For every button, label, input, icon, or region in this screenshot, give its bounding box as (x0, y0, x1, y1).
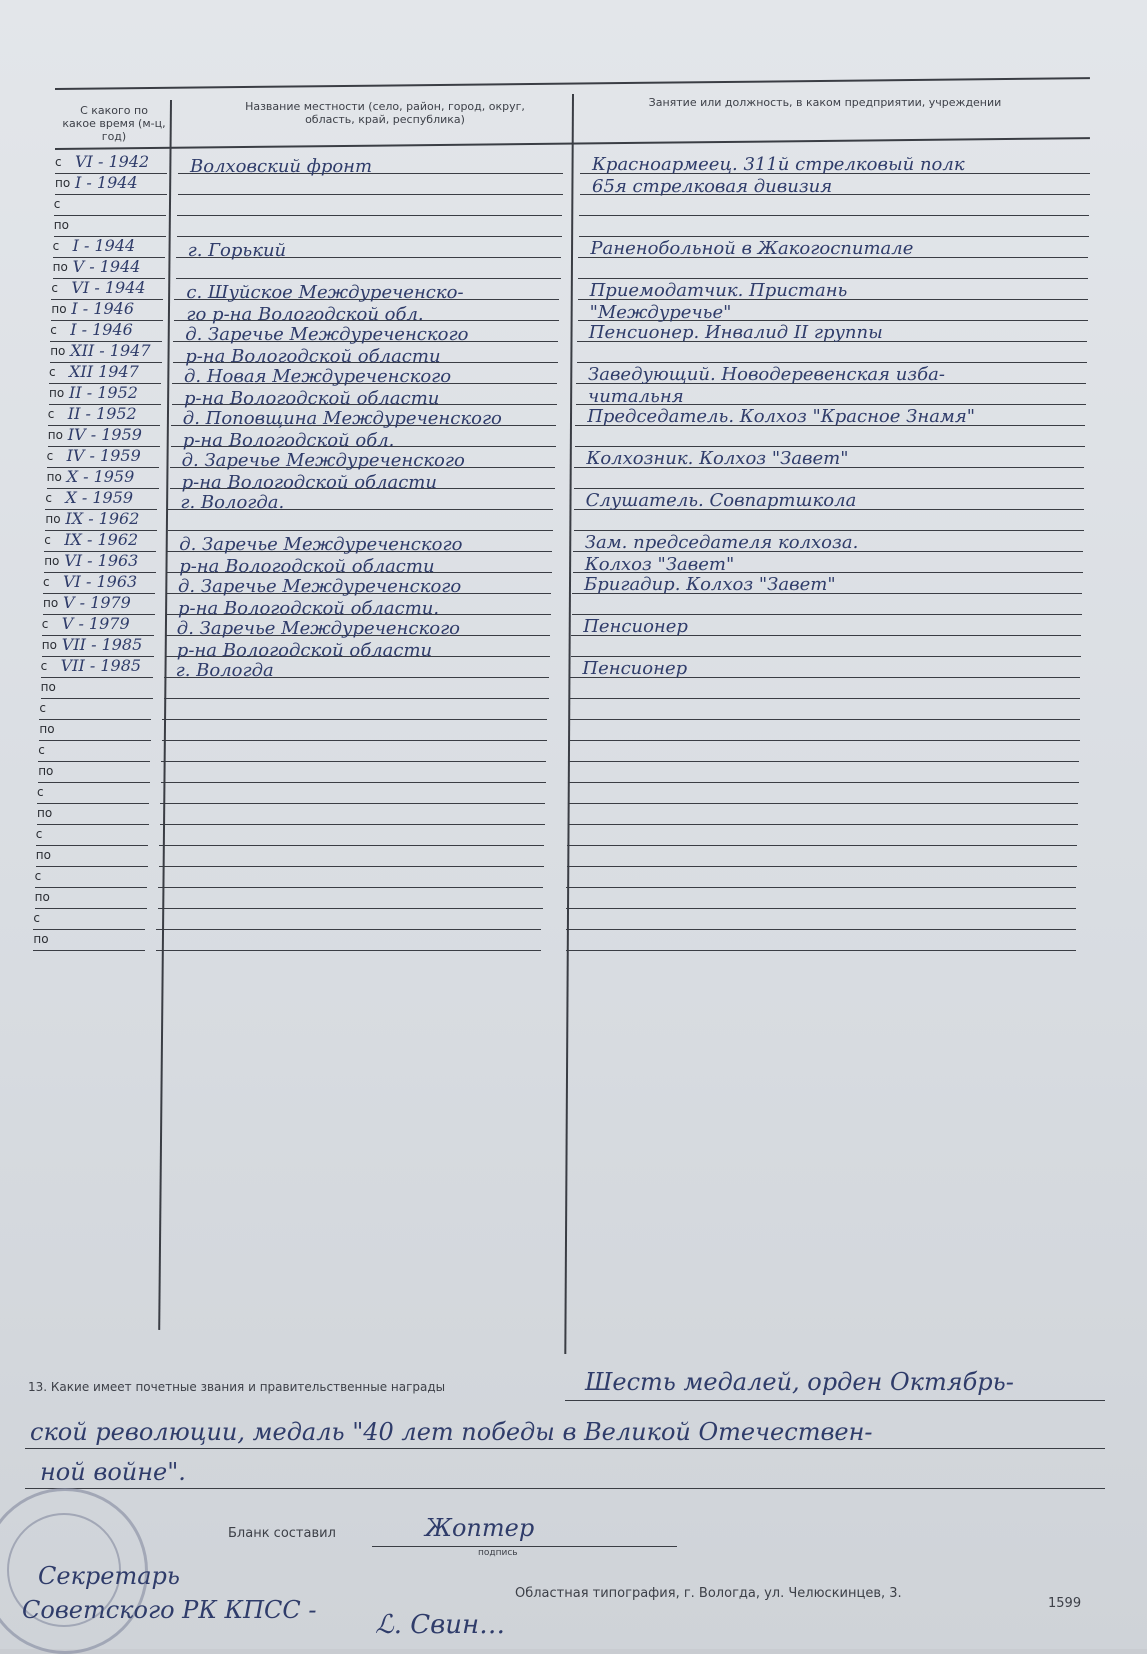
date-from-value: XII 1947 (69, 362, 139, 381)
date-from-prefix: с (41, 617, 49, 631)
occupation-text: Красноармеец. 311й стрелковый полк (592, 154, 965, 175)
date-from-cell (35, 866, 147, 888)
occupation-text: Пенсионер. Инвалид II группы (588, 322, 883, 343)
date-from-cell (54, 194, 166, 216)
place-text: г. Вологда (175, 660, 274, 681)
date-from-prefix: с (53, 197, 61, 211)
place-text: с. Шуйское Междуреченско- (186, 282, 464, 303)
place-rule (159, 845, 544, 846)
signature-caption: подпись (478, 1548, 518, 1558)
place-rule (177, 236, 562, 237)
date-from-prefix: с (43, 575, 50, 589)
date-from-prefix: с (50, 323, 57, 337)
occupation-rule (569, 782, 1079, 783)
date-from-prefix: с (46, 449, 54, 463)
occupation-rule (566, 908, 1076, 909)
place-rule (158, 887, 543, 888)
occupation-rule (570, 719, 1080, 720)
date-from-prefix: с (38, 743, 45, 757)
occupation-text: Раненобольной в Жакогоспитале (590, 238, 914, 259)
awards-text-1: Шесть медалей, орден Октябрь- (585, 1368, 1014, 1396)
date-from-prefix: с (51, 281, 58, 295)
form-compiled-label: Бланк составил (228, 1526, 336, 1541)
occupation-rule (568, 803, 1078, 804)
table-top-border (55, 77, 1090, 90)
occupation-rule (566, 929, 1076, 930)
date-to-cell (39, 719, 151, 741)
header-place: Название местности (село, район, город, округ, область, край, республика) (245, 100, 525, 126)
occupation-rule (566, 887, 1076, 888)
date-from-cell (37, 782, 149, 804)
place-rule (168, 530, 553, 531)
occupation-rule (569, 761, 1079, 762)
date-from-value: IV - 1959 (66, 446, 141, 465)
date-to-value: II - 1952 (69, 383, 138, 402)
date-to-value: I - 1944 (75, 173, 138, 192)
place-text: р-на Вологодской области (185, 346, 441, 367)
place-text: г. Вологда. (180, 492, 285, 513)
date-to-value: IV - 1959 (67, 425, 142, 444)
occupation-rule (570, 698, 1080, 699)
place-text: д. Заречье Междуреченского (176, 618, 461, 639)
date-to-cell (41, 677, 153, 699)
place-text: д. Новая Междуреченского (184, 366, 452, 387)
awards-line-3 (25, 1488, 1105, 1489)
date-from-cell (51, 278, 163, 300)
date-to-prefix: по (38, 764, 54, 778)
date-from-value: VII - 1985 (60, 656, 142, 675)
place-rule (161, 782, 546, 783)
date-from-prefix: с (45, 491, 52, 505)
date-to-value: I - 1946 (71, 299, 135, 318)
place-rule (158, 908, 543, 909)
place-text: р-на Вологодской области. (178, 598, 440, 619)
occupation-text: Пенсионер (583, 616, 688, 637)
date-from-prefix: с (52, 239, 60, 253)
place-text: Волховский фронт (190, 156, 373, 177)
occupation-text: Пенсионер (582, 658, 688, 679)
date-to-prefix: по (55, 176, 71, 190)
date-to-prefix: по (37, 806, 53, 820)
secretary-signature: ℒ. Свин… (375, 1610, 506, 1640)
date-to-prefix: по (52, 260, 68, 274)
occupation-rule (568, 824, 1078, 825)
date-from-cell (33, 908, 145, 930)
place-text: р-на Вологодской области (181, 472, 437, 493)
date-from-value: I - 1946 (70, 320, 133, 339)
date-to-cell (42, 635, 154, 657)
signature-line (372, 1546, 677, 1547)
place-text: г. Горький (187, 240, 287, 261)
date-to-value: X - 1959 (66, 467, 135, 486)
date-from-cell (36, 824, 148, 846)
occupation-text: Зам. председателя колхоза. (584, 532, 859, 553)
occupation-text: Бригадир. Колхоз "Завет" (584, 574, 836, 595)
date-to-prefix: по (43, 596, 59, 610)
date-to-value: VII - 1985 (61, 635, 143, 654)
date-from-cell (48, 404, 160, 426)
place-rule (160, 803, 545, 804)
occupation-rule (566, 950, 1076, 951)
place-text: д. Заречье Междуреченского (179, 534, 463, 555)
date-to-cell (43, 593, 155, 615)
place-text: д. Заречье Междуреченского (178, 576, 462, 597)
place-text: д. Заречье Междуреченского (185, 324, 469, 345)
date-from-value: I - 1944 (72, 236, 136, 255)
place-rule (177, 215, 562, 216)
date-to-value: IX - 1962 (65, 509, 140, 528)
occupation-text: читальня (588, 386, 684, 407)
place-rule (156, 929, 541, 930)
date-to-prefix: по (33, 932, 49, 946)
place-rule (178, 194, 563, 195)
date-from-cell (39, 698, 151, 720)
date-from-value: VI - 1963 (63, 572, 138, 591)
occupation-rule (570, 740, 1080, 741)
place-rule (162, 740, 547, 741)
occupation-text: Приемодатчик. Пристань (589, 280, 848, 301)
date-to-prefix: по (45, 512, 61, 526)
awards-text-2: ской революции, медаль "40 лет победы в Великой Отечествен- (30, 1418, 873, 1446)
date-from-prefix: с (44, 533, 51, 547)
col-divider-2 (564, 94, 574, 1354)
date-to-prefix: по (39, 722, 55, 736)
place-rule (164, 698, 549, 699)
date-to-cell (47, 467, 159, 489)
occupation-text: 65я стрелковая дивизия (592, 176, 833, 197)
date-from-value: X - 1959 (65, 488, 134, 507)
date-from-cell (53, 236, 165, 258)
date-from-cell (49, 362, 161, 384)
date-to-prefix: по (53, 218, 69, 232)
date-from-prefix: с (37, 785, 44, 799)
date-to-cell (49, 383, 161, 405)
date-to-prefix: по (51, 302, 67, 316)
date-to-value: V - 1979 (63, 593, 131, 612)
date-to-cell (33, 929, 145, 951)
date-from-cell (50, 320, 162, 342)
date-to-prefix: по (35, 848, 51, 862)
date-to-prefix: по (34, 890, 50, 904)
date-to-prefix: по (49, 386, 65, 400)
date-to-prefix: по (46, 470, 62, 484)
date-from-cell (55, 152, 167, 174)
date-from-cell (42, 614, 154, 636)
header-period: С какого по какое время (м-ц, год) (62, 104, 166, 143)
date-from-cell (45, 488, 157, 510)
date-to-cell (37, 803, 149, 825)
date-from-value: II - 1952 (67, 404, 137, 423)
date-from-prefix: с (39, 701, 46, 715)
place-text: р-на Вологодской области (179, 556, 435, 577)
secretary-title-1: Секретарь (38, 1562, 180, 1590)
date-from-cell (41, 656, 153, 678)
date-from-cell (44, 530, 156, 552)
occupation-text: Колхоз "Завет" (584, 554, 735, 575)
date-from-cell (47, 446, 159, 468)
date-to-value: V - 1944 (72, 257, 141, 276)
occupation-text: Председатель. Колхоз "Красное Знамя" (587, 406, 976, 427)
date-to-cell (48, 425, 160, 447)
awards-line-2 (25, 1448, 1105, 1449)
occupation-rule (567, 866, 1077, 867)
awards-text-3: ной войне". (40, 1458, 186, 1486)
date-from-prefix: с (35, 827, 43, 841)
occupation-rule (579, 215, 1089, 216)
date-from-prefix: с (49, 365, 56, 379)
awards-line-1 (565, 1400, 1105, 1401)
printer-imprint: Областная типография, г. Вологда, ул. Челюскинцев, 3. (515, 1586, 902, 1601)
date-to-cell (50, 341, 162, 363)
date-from-prefix: с (47, 407, 55, 421)
date-to-prefix: по (44, 554, 60, 568)
place-rule (176, 278, 561, 279)
date-to-cell (44, 551, 156, 573)
date-to-cell (53, 257, 165, 279)
place-rule (156, 950, 541, 951)
place-rule (161, 761, 546, 762)
form-number: 1599 (1048, 1596, 1082, 1611)
date-to-cell (54, 215, 166, 237)
date-from-prefix: с (34, 869, 42, 883)
date-to-cell (45, 509, 157, 531)
place-text: д. Заречье Междуреченского (181, 450, 465, 471)
date-from-cell (43, 572, 155, 594)
date-to-cell (51, 299, 163, 321)
date-to-prefix: по (41, 638, 57, 652)
occupation-text: Слушатель. Совпартшкола (585, 490, 857, 511)
date-to-value: XII - 1947 (70, 341, 151, 360)
date-from-prefix: с (55, 155, 62, 169)
date-from-value: VI - 1942 (75, 152, 150, 171)
date-from-value: IX - 1962 (64, 530, 139, 549)
date-from-value: V - 1979 (61, 614, 130, 633)
date-from-prefix: с (33, 911, 40, 925)
place-text: го р-на Вологодской обл. (186, 304, 424, 325)
place-rule (159, 866, 544, 867)
header-occupation: Занятие или должность, в каком предприятии, учреждении (648, 96, 1002, 109)
date-to-prefix: по (50, 344, 66, 358)
place-text: р-на Вологодской области (176, 640, 433, 661)
date-to-value: VI - 1963 (64, 551, 139, 570)
date-from-prefix: с (40, 659, 48, 673)
place-text: р-на Вологодской обл. (182, 430, 395, 451)
place-text: р-на Вологодской области (184, 388, 440, 409)
date-to-cell (38, 761, 150, 783)
date-to-prefix: по (47, 428, 63, 442)
place-rule (162, 719, 547, 720)
date-to-cell (55, 173, 167, 195)
secretary-title-2: Советского РК КПСС - (22, 1596, 317, 1624)
date-to-cell (35, 887, 147, 909)
occupation-text: Колхозник. Колхоз "Завет" (586, 448, 849, 469)
occupation-text: "Междуречье" (589, 302, 732, 323)
place-rule (160, 824, 545, 825)
compiler-signature: Жоптер (425, 1514, 535, 1542)
date-from-cell (38, 740, 150, 762)
place-text: д. Поповщина Междуреченского (182, 408, 502, 429)
date-to-cell (36, 845, 148, 867)
awards-question: 13. Какие имеет почетные звания и правительственные награды (28, 1380, 446, 1394)
occupation-text: Заведующий. Новодеревенская изба- (588, 364, 945, 385)
date-to-prefix: по (40, 680, 56, 694)
date-from-value: VI - 1944 (71, 278, 146, 297)
occupation-rule (567, 845, 1077, 846)
